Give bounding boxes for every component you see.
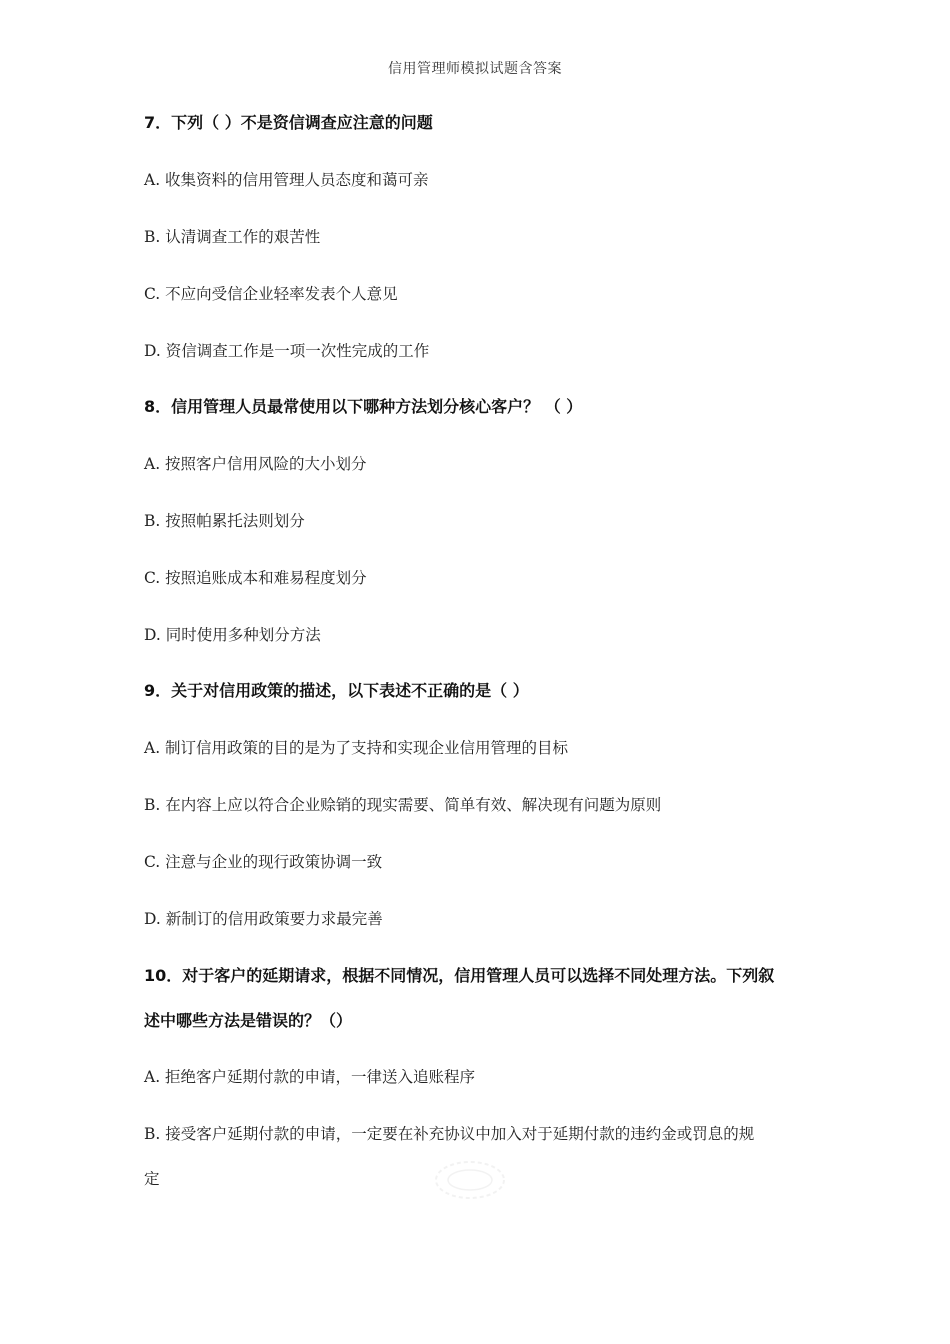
question-10-option-b-cont: 定 bbox=[144, 1170, 160, 1188]
question-7-option-a: A. 收集资料的信用管理人员态度和蔼可亲 bbox=[144, 171, 429, 189]
question-8-option-a: A. 按照客户信用风险的大小划分 bbox=[144, 455, 367, 473]
question-7-option-d: D. 资信调查工作是一项一次性完成的工作 bbox=[144, 342, 430, 360]
question-10-option-b: B. 接受客户延期付款的申请，一定要在补充协议中加入对于延期付款的违约金或罚息的规 bbox=[144, 1125, 755, 1143]
question-9-option-b: B. 在内容上应以符合企业赊销的现实需要、简单有效、解决现有问题为原则 bbox=[144, 796, 662, 814]
question-8: 8．信用管理人员最常使用以下哪种方法划分核心客户？ （ ） bbox=[144, 397, 583, 416]
question-10-option-a: A. 拒绝客户延期付款的申请，一律送入追账程序 bbox=[144, 1068, 476, 1086]
question-9-option-d: D. 新制订的信用政策要力求最完善 bbox=[144, 910, 383, 928]
question-9: 9．关于对信用政策的描述，以下表述不正确的是（ ） bbox=[144, 681, 529, 700]
question-7-option-b: B. 认清调查工作的艰苦性 bbox=[144, 228, 321, 246]
question-8-option-b: B. 按照帕累托法则划分 bbox=[144, 512, 305, 530]
question-8-option-d: D. 同时使用多种划分方法 bbox=[144, 626, 321, 644]
question-10-line-2: 述中哪些方法是错误的？（） bbox=[144, 1011, 353, 1030]
page-header: 信用管理师模拟试题含答案 bbox=[388, 61, 562, 77]
question-7: 7．下列（ ）不是资信调查应注意的问题 bbox=[144, 113, 433, 132]
question-8-option-c: C. 按照追账成本和难易程度划分 bbox=[144, 569, 367, 587]
question-7-option-c: C. 不应向受信企业轻率发表个人意见 bbox=[144, 285, 398, 303]
watermark-stamp bbox=[432, 1158, 508, 1202]
question-9-option-a: A. 制订信用政策的目的是为了支持和实现企业信用管理的目标 bbox=[144, 739, 569, 757]
question-10-line-1: 10．对于客户的延期请求，根据不同情况，信用管理人员可以选择不同处理方法。下列叙 bbox=[144, 966, 775, 985]
question-9-option-c: C. 注意与企业的现行政策协调一致 bbox=[144, 853, 383, 871]
